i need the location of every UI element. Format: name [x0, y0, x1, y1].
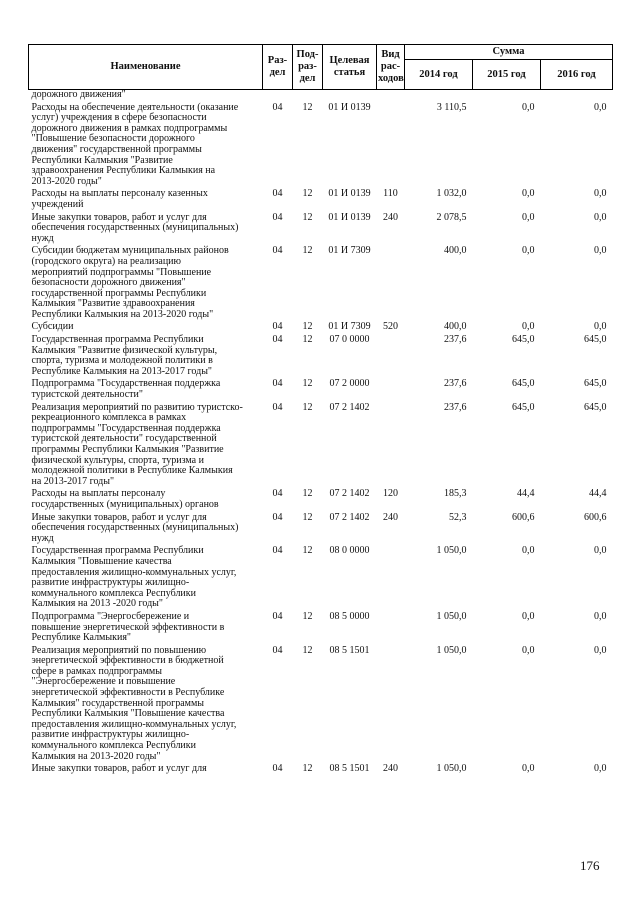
row-sum-2014-cell: 1 032,0: [436, 188, 467, 200]
table-row: [29, 762, 613, 775]
row-razdel-cell: 04: [272, 610, 283, 622]
row-tselevaya-statya-cell: 01 И 7309: [328, 321, 371, 333]
row-sum-2015-cell: 0,0: [522, 245, 535, 257]
row-razdel-cell: 04: [272, 188, 283, 200]
row-tselevaya-statya-cell: [323, 90, 377, 101]
row-vid-rashodov-cell: [377, 644, 405, 763]
row-name-cell: Иные закупки товаров, работ и услуг для обеспечения государственных (муниципальных) нужд: [31, 211, 239, 244]
row-tselevaya-statya-cell: 01 И 0139: [328, 101, 371, 113]
row-sum-2016-cell: 0,0: [594, 545, 607, 557]
row-tselevaya-statya-cell: 08 5 1501: [329, 763, 370, 775]
row-sum-2014-cell: 400,0: [444, 245, 467, 257]
row-name-cell: Иные закупки товаров, работ и услуг для обеспечения государственных (муниципальных) нужд: [31, 511, 239, 544]
row-sum-2014-cell: 1 050,0: [436, 763, 467, 775]
row-podrazdel-cell: 12: [302, 101, 313, 113]
row-podrazdel-cell: [293, 90, 323, 101]
header-name: Наименование: [29, 45, 263, 90]
row-sum-2016-cell: 0,0: [594, 101, 607, 113]
row-razdel-cell: 04: [272, 401, 283, 413]
row-razdel-cell: 04: [272, 334, 283, 346]
row-podrazdel-cell: 12: [302, 511, 313, 523]
row-name-cell: Государственная программа Республики Калмыкия "Развитие физической культуры, спорта, туризма и молодежной политики в Республике Калмыкия на 2013-2017 годы": [31, 334, 218, 377]
row-podrazdel-cell: 12: [302, 610, 313, 622]
row-tselevaya-statya-cell: 07 0 0000: [329, 334, 370, 346]
table-row: [29, 401, 613, 488]
row-podrazdel-cell: 12: [302, 644, 313, 656]
row-vid-rashodov-cell: 120: [383, 488, 398, 500]
row-razdel-cell: 04: [272, 211, 283, 223]
row-sum-2016-cell: 645,0: [584, 401, 607, 413]
row-sum-2016-cell: 645,0: [584, 334, 607, 346]
row-podrazdel-cell: 12: [302, 334, 313, 346]
row-sum-2015-cell: 0,0: [522, 101, 535, 113]
row-vid-rashodov-cell: [377, 401, 405, 488]
header-year-2016: 2016 год: [541, 60, 613, 90]
row-razdel-cell: 04: [272, 545, 283, 557]
row-tselevaya-statya-cell: 07 2 1402: [329, 488, 370, 500]
row-podrazdel-cell: 12: [302, 545, 313, 557]
row-razdel-cell: 04: [272, 644, 283, 656]
row-tselevaya-statya-cell: 08 5 1501: [329, 644, 370, 656]
header-tselevaya-statya: Целевая статья: [323, 45, 377, 90]
row-sum-2016-cell: 0,0: [594, 211, 607, 223]
row-name-cell: Субсидии: [31, 321, 74, 333]
table-row: [29, 511, 613, 545]
row-sum-2015-cell: 0,0: [522, 211, 535, 223]
row-tselevaya-statya-cell: 01 И 0139: [328, 188, 371, 200]
row-vid-rashodov-cell: [377, 610, 405, 644]
row-vid-rashodov-cell: 520: [383, 321, 398, 333]
row-vid-rashodov-cell: [377, 90, 405, 101]
row-sum-2014-cell: 52,3: [449, 511, 467, 523]
page-number: 176: [580, 858, 600, 873]
table-row: [29, 320, 613, 333]
row-razdel-cell: [263, 90, 293, 101]
row-sum-2016-cell: 645,0: [584, 378, 607, 390]
row-sum-2015-cell: [473, 90, 541, 101]
table-row: [29, 244, 613, 320]
row-name-cell: Расходы на выплаты персоналу казенных учреждений: [31, 188, 208, 210]
row-sum-2015-cell: 0,0: [522, 644, 535, 656]
row-sum-2015-cell: 645,0: [512, 378, 535, 390]
table-row: [29, 544, 613, 610]
table-row: [29, 377, 613, 400]
row-name-cell: Государственная программа Республики Калмыкия "Повышение качества предоставления жилищно-коммунальных услуг, развитие инфраструктуры жилищно- коммунального комплекса Республики Калмыкия на 2013 -2020 годы": [31, 545, 237, 610]
row-sum-2015-cell: 0,0: [522, 610, 535, 622]
row-name-cell: Субсидии бюджетам муниципальных районов (городского округа) на реализацию мероприятий подпрограммы "Повышение безопасности дорожного движения" государственной программы Республики Калмыкия "Развитие здравоохранения Республики Калмыкия на 2013-2020 годы": [31, 245, 229, 320]
row-razdel-cell: 04: [272, 763, 283, 775]
row-sum-2015-cell: 0,0: [522, 763, 535, 775]
row-sum-2016-cell: 0,0: [594, 245, 607, 257]
header-podrazdel: Под- раз- дел: [293, 45, 323, 90]
row-sum-2015-cell: 600,6: [512, 511, 535, 523]
row-tselevaya-statya-cell: 08 5 0000: [329, 610, 370, 622]
header-summa: Сумма: [405, 45, 613, 60]
table-row: [29, 101, 613, 188]
row-sum-2015-cell: 0,0: [522, 545, 535, 557]
row-tselevaya-statya-cell: 01 И 0139: [328, 211, 371, 223]
row-sum-2014-cell: 237,6: [444, 334, 467, 346]
row-name-cell: дорожного движения": [31, 89, 126, 100]
row-sum-2016-cell: 600,6: [584, 511, 607, 523]
row-razdel-cell: 04: [272, 101, 283, 113]
row-razdel-cell: 04: [272, 511, 283, 523]
row-razdel-cell: 04: [272, 245, 283, 257]
row-vid-rashodov-cell: 240: [383, 763, 398, 775]
row-podrazdel-cell: 12: [302, 245, 313, 257]
row-razdel-cell: 04: [272, 378, 283, 390]
row-vid-rashodov-cell: 240: [383, 511, 398, 523]
row-sum-2016-cell: [541, 90, 613, 101]
row-sum-2015-cell: 645,0: [512, 334, 535, 346]
row-name-cell: Расходы на выплаты персоналу государственных (муниципальных) органов: [31, 488, 219, 510]
row-tselevaya-statya-cell: 07 2 1402: [329, 401, 370, 413]
row-podrazdel-cell: 12: [302, 211, 313, 223]
row-sum-2014-cell: 237,6: [444, 401, 467, 413]
row-sum-2016-cell: 0,0: [594, 763, 607, 775]
row-podrazdel-cell: 12: [302, 378, 313, 390]
row-vid-rashodov-cell: [377, 544, 405, 610]
row-sum-2014-cell: 185,3: [444, 488, 467, 500]
row-sum-2016-cell: 0,0: [594, 188, 607, 200]
row-vid-rashodov-cell: [377, 377, 405, 400]
row-vid-rashodov-cell: 240: [383, 211, 398, 223]
table-row: [29, 211, 613, 245]
row-sum-2014-cell: 1 050,0: [436, 545, 467, 557]
row-sum-2016-cell: 44,4: [589, 488, 607, 500]
row-tselevaya-statya-cell: 01 И 7309: [328, 245, 371, 257]
row-sum-2016-cell: 0,0: [594, 644, 607, 656]
row-name-cell: Иные закупки товаров, работ и услуг для: [31, 763, 207, 775]
row-podrazdel-cell: 12: [302, 401, 313, 413]
header-razdel: Раз- дел: [263, 45, 293, 90]
row-podrazdel-cell: 12: [302, 763, 313, 775]
row-podrazdel-cell: 12: [302, 188, 313, 200]
budget-table: [28, 44, 613, 775]
row-sum-2015-cell: 645,0: [512, 401, 535, 413]
row-podrazdel-cell: 12: [302, 321, 313, 333]
table-row: [29, 333, 613, 377]
row-sum-2015-cell: 0,0: [522, 321, 535, 333]
table-body: [29, 90, 613, 775]
row-vid-rashodov-cell: [377, 244, 405, 320]
row-sum-2014-cell: 3 110,5: [436, 101, 467, 113]
table-row: [29, 90, 613, 101]
header-vid-rashodov: Вид рас- ходов: [377, 45, 405, 90]
row-tselevaya-statya-cell: 08 0 0000: [329, 545, 370, 557]
row-name-cell: Реализация мероприятий по развитию туристско- рекреационного комплекса в рамках подпрограммы "Государственная поддержка туристской деятельности" государственной программы Республики Калмыкия "Развитие физической культуры, спорта, туризма и молодежной политики в Республике Калмыкия на 2013-2017 годы": [31, 401, 243, 487]
row-vid-rashodov-cell: [377, 333, 405, 377]
header-year-2015: 2015 год: [473, 60, 541, 90]
row-name-cell: Подпрограмма "Государственная поддержка туристской деятельности": [31, 378, 221, 401]
row-name-cell: Реализация мероприятий по повышению энергетической эффективности в бюджетной сфере в рамках подпрограммы "Энергосбережение и повышение энергетической эффективности в Республике Калмыкия" государственной программы Республики Калмыкия "Повышение качества предоставления жилищно-коммунальных услуг, развитие инфраструктуры жилищно- коммунального комплекса Республики Калмыкия на 2013-2020 годы": [31, 644, 237, 762]
row-sum-2014-cell: 2 078,5: [436, 211, 467, 223]
row-tselevaya-statya-cell: 07 2 0000: [329, 378, 370, 390]
row-sum-2014-cell: [405, 90, 473, 101]
row-podrazdel-cell: 12: [302, 488, 313, 500]
table-row: [29, 610, 613, 644]
header-year-2014: 2014 год: [405, 60, 473, 90]
row-sum-2016-cell: 0,0: [594, 610, 607, 622]
row-sum-2014-cell: 237,6: [444, 378, 467, 390]
row-sum-2015-cell: 44,4: [517, 488, 535, 500]
budget-table-container: [28, 44, 612, 775]
table-header: [29, 45, 613, 90]
row-sum-2014-cell: 1 050,0: [436, 644, 467, 656]
row-sum-2014-cell: 400,0: [444, 321, 467, 333]
table-row: [29, 487, 613, 510]
row-sum-2016-cell: 0,0: [594, 321, 607, 333]
row-razdel-cell: 04: [272, 321, 283, 333]
row-sum-2015-cell: 0,0: [522, 188, 535, 200]
row-sum-2014-cell: 1 050,0: [436, 610, 467, 622]
row-name-cell: Подпрограмма "Энергосбережение и повышение энергетической эффективности в Республике Калмыкия": [31, 610, 225, 644]
row-vid-rashodov-cell: [377, 101, 405, 188]
row-name-cell: Расходы на обеспечение деятельности (оказание услуг) учреждения в сфере безопасности дорожного движения в рамках подпрограммы "Повышение безопасности дорожного движения" государственной программы Республики Калмыкия "Развитие здравоохранения Республики Калмыкия на 2013-2020 годы": [31, 101, 239, 187]
row-tselevaya-statya-cell: 07 2 1402: [329, 511, 370, 523]
row-razdel-cell: 04: [272, 488, 283, 500]
table-row: [29, 644, 613, 763]
row-vid-rashodov-cell: 110: [383, 188, 398, 200]
table-row: [29, 187, 613, 210]
